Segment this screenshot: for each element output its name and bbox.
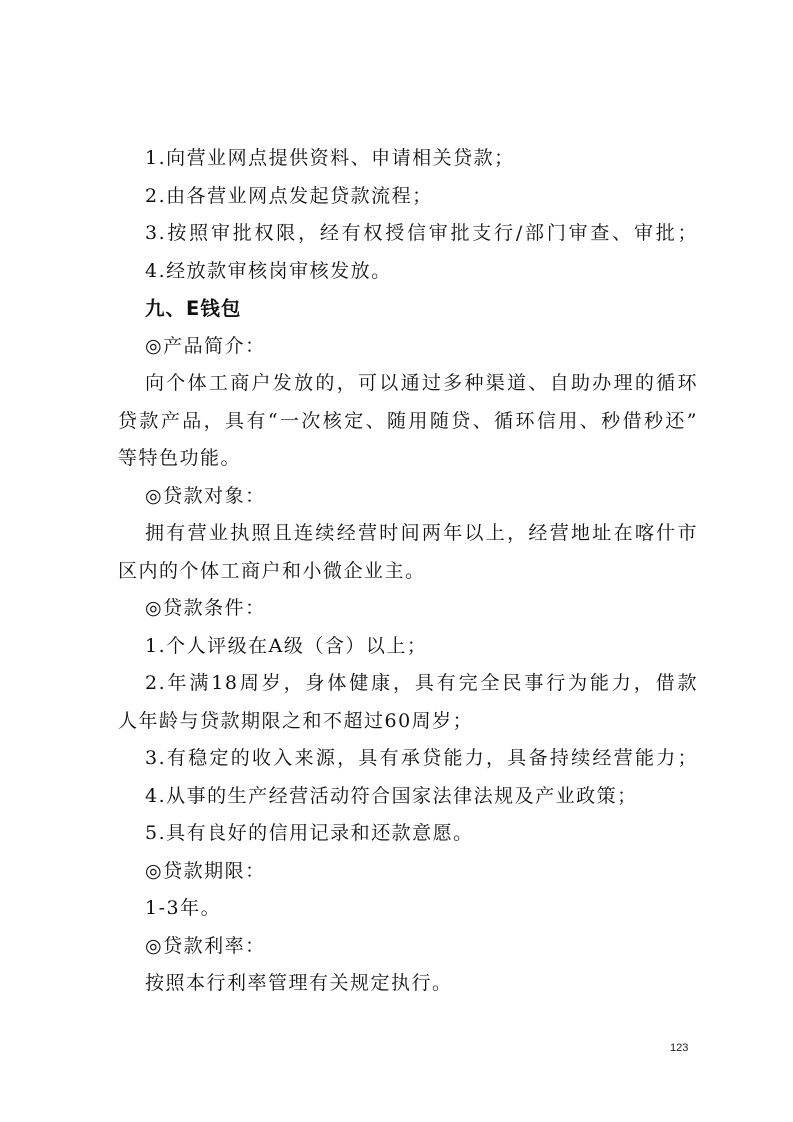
subheading-product-intro: ◎产品简介： [145, 334, 266, 357]
subheading-loan-rate: ◎贷款利率： [145, 934, 266, 957]
procedure-step-2: 2.由各营业网点发起贷款流程； [145, 184, 433, 207]
loan-rate-text: 按照本行利率管理有关规定执行。 [145, 972, 453, 994]
condition-3: 3.有稳定的收入来源，具有承贷能力，具备持续经营能力； [145, 747, 698, 769]
loan-target-text-1: 拥有营业执照且连续经营时间两年以上，经营地址在喀什市 [145, 522, 698, 544]
condition-4: 4.从事的生产经营活动符合国家法律法规及产业政策； [145, 784, 638, 807]
section-heading: 九、E钱包 [145, 297, 242, 320]
condition-2-line-1: 2.年满18周岁，身体健康，具有完全民事行为能力，借款 [145, 672, 698, 694]
condition-1: 1.个人评级在A级（含）以上； [145, 634, 428, 657]
product-intro-text-2: 贷款产品，具有“一次核定、随用随贷、循环信用、秒借秒还” [118, 409, 698, 432]
loan-target-text-2: 区内的个体工商户和小微企业主。 [118, 559, 426, 582]
loan-term-text: 1-3年。 [145, 897, 222, 919]
procedure-step-1: 1.向营业网点提供资料、申请相关贷款； [145, 147, 515, 169]
page-number: 123 [670, 1042, 689, 1054]
condition-2-line-2: 人年龄与贷款期限之和不超过60周岁； [118, 709, 474, 732]
subheading-loan-target: ◎贷款对象： [145, 484, 266, 507]
procedure-step-3: 3.按照审批权限，经有权授信审批支行/部门审查、审批； [145, 222, 698, 244]
product-intro-text-1: 向个体工商户发放的，可以通过多种渠道、自助办理的循环 [145, 372, 698, 394]
procedure-step-4: 4.经放款审核岗审核发放。 [145, 259, 392, 282]
subheading-loan-conditions: ◎贷款条件： [145, 597, 266, 619]
condition-5: 5.具有良好的信用记录和还款意愿。 [145, 822, 474, 844]
subheading-loan-term: ◎贷款期限： [145, 859, 266, 882]
page-content [118, 140, 698, 1003]
product-intro-text-3: 等特色功能。 [118, 447, 242, 469]
